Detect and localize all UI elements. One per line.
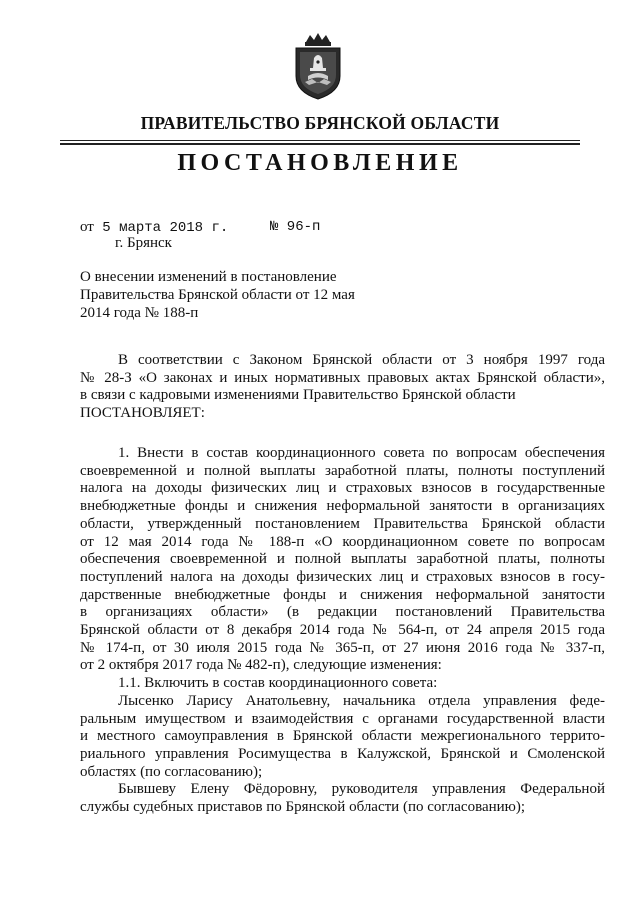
text-line: Лысенко Ларису Анатольевну, начальника отдела управления феде- — [118, 692, 605, 709]
text-line: поступлений налога на доходы физических лиц и страховых взносов в госу- — [80, 568, 605, 585]
document-city: г. Брянск — [115, 235, 172, 251]
subject-line: 2014 года № 188-п — [80, 305, 199, 321]
text-line: своевременной и полной выплаты заработной платы, полноты поступлений — [80, 462, 605, 479]
text-line: внебюджетные фонды и снижения неформальной занятости в организациях — [80, 498, 605, 515]
text-line: В соответствии с Законом Брянской области от 3 ноября 1997 года — [118, 352, 605, 368]
document-type-title: ПОСТАНОВЛЕНИЕ — [177, 150, 463, 176]
text-line: ПОСТАНОВЛЯЕТ: — [80, 405, 205, 422]
text-line: от 2 октября 2017 года № 482-п), следующие изменения: — [80, 657, 442, 674]
text-line: Бывшеву Елену Фёдоровну, руководителя управления Федеральной — [118, 781, 605, 798]
header-rule-thick — [60, 143, 580, 145]
header-rule-thin — [60, 140, 580, 141]
text-line: областях (по согласованию); — [80, 763, 263, 780]
coat-of-arms-emblem — [290, 32, 346, 102]
text-line: в связи с кадровыми изменениями Правительство Брянской области — [80, 387, 516, 404]
text-line: обеспечения своевременной и полной выплаты заработной платы, полноты — [80, 551, 605, 568]
text-line: области, утвержденный постановлением Правительства Брянской области — [80, 515, 605, 532]
text-line: Брянской области от 8 декабря 2014 года № 564-п, от 24 апреля 2015 года — [80, 622, 605, 639]
text-line: № 174-п, от 30 июля 2015 года № 365-п, от 27 июня 2016 года № 337-п, — [80, 639, 605, 656]
text-line: в организациях области» (в редакции постановлений Правительства — [80, 604, 605, 621]
text-line: службы судебных приставов по Брянской области (по согласованию); — [80, 799, 526, 816]
text-line: № 28-З «О законах и иных нормативных правовых актах Брянской области», — [80, 369, 605, 386]
subject-line: Правительства Брянской области от 12 мая — [80, 287, 355, 303]
date-line — [80, 219, 321, 236]
document-date: 5 марта 2018 г. — [102, 220, 229, 236]
text-line: риального управления Росимущества в Калужской, Брянской и Смоленской — [80, 745, 605, 762]
text-line: от 12 мая 2014 года № 188-п «О координационном совете по вопросам — [80, 533, 605, 550]
document-subject — [80, 268, 380, 322]
text-line: ральным имуществом и взаимодействия с органами государственной власти — [80, 710, 605, 727]
text-line: дарственные внебюджетные фонды и снижения неформальной занятости — [80, 586, 605, 603]
text-line: 1. Внести в состав координационного совета по вопросам обеспечения — [118, 445, 605, 461]
document-number: № 96-п — [270, 219, 321, 235]
item-1-paragraph — [80, 445, 605, 817]
government-title: ПРАВИТЕЛЬСТВО БРЯНСКОЙ ОБЛАСТИ — [140, 113, 500, 133]
preamble-paragraph — [80, 352, 605, 423]
item-1-1-line: 1.1. Включить в состав координационного совета: — [118, 675, 438, 692]
text-line: и местного самоуправления в Брянской области межрегионального террито- — [80, 728, 605, 745]
subject-line: О внесении изменений в постановление — [80, 269, 337, 285]
date-prefix: от — [80, 219, 94, 235]
text-line: налога на доходы физических лиц и страховых взносов в государственные — [80, 480, 605, 497]
